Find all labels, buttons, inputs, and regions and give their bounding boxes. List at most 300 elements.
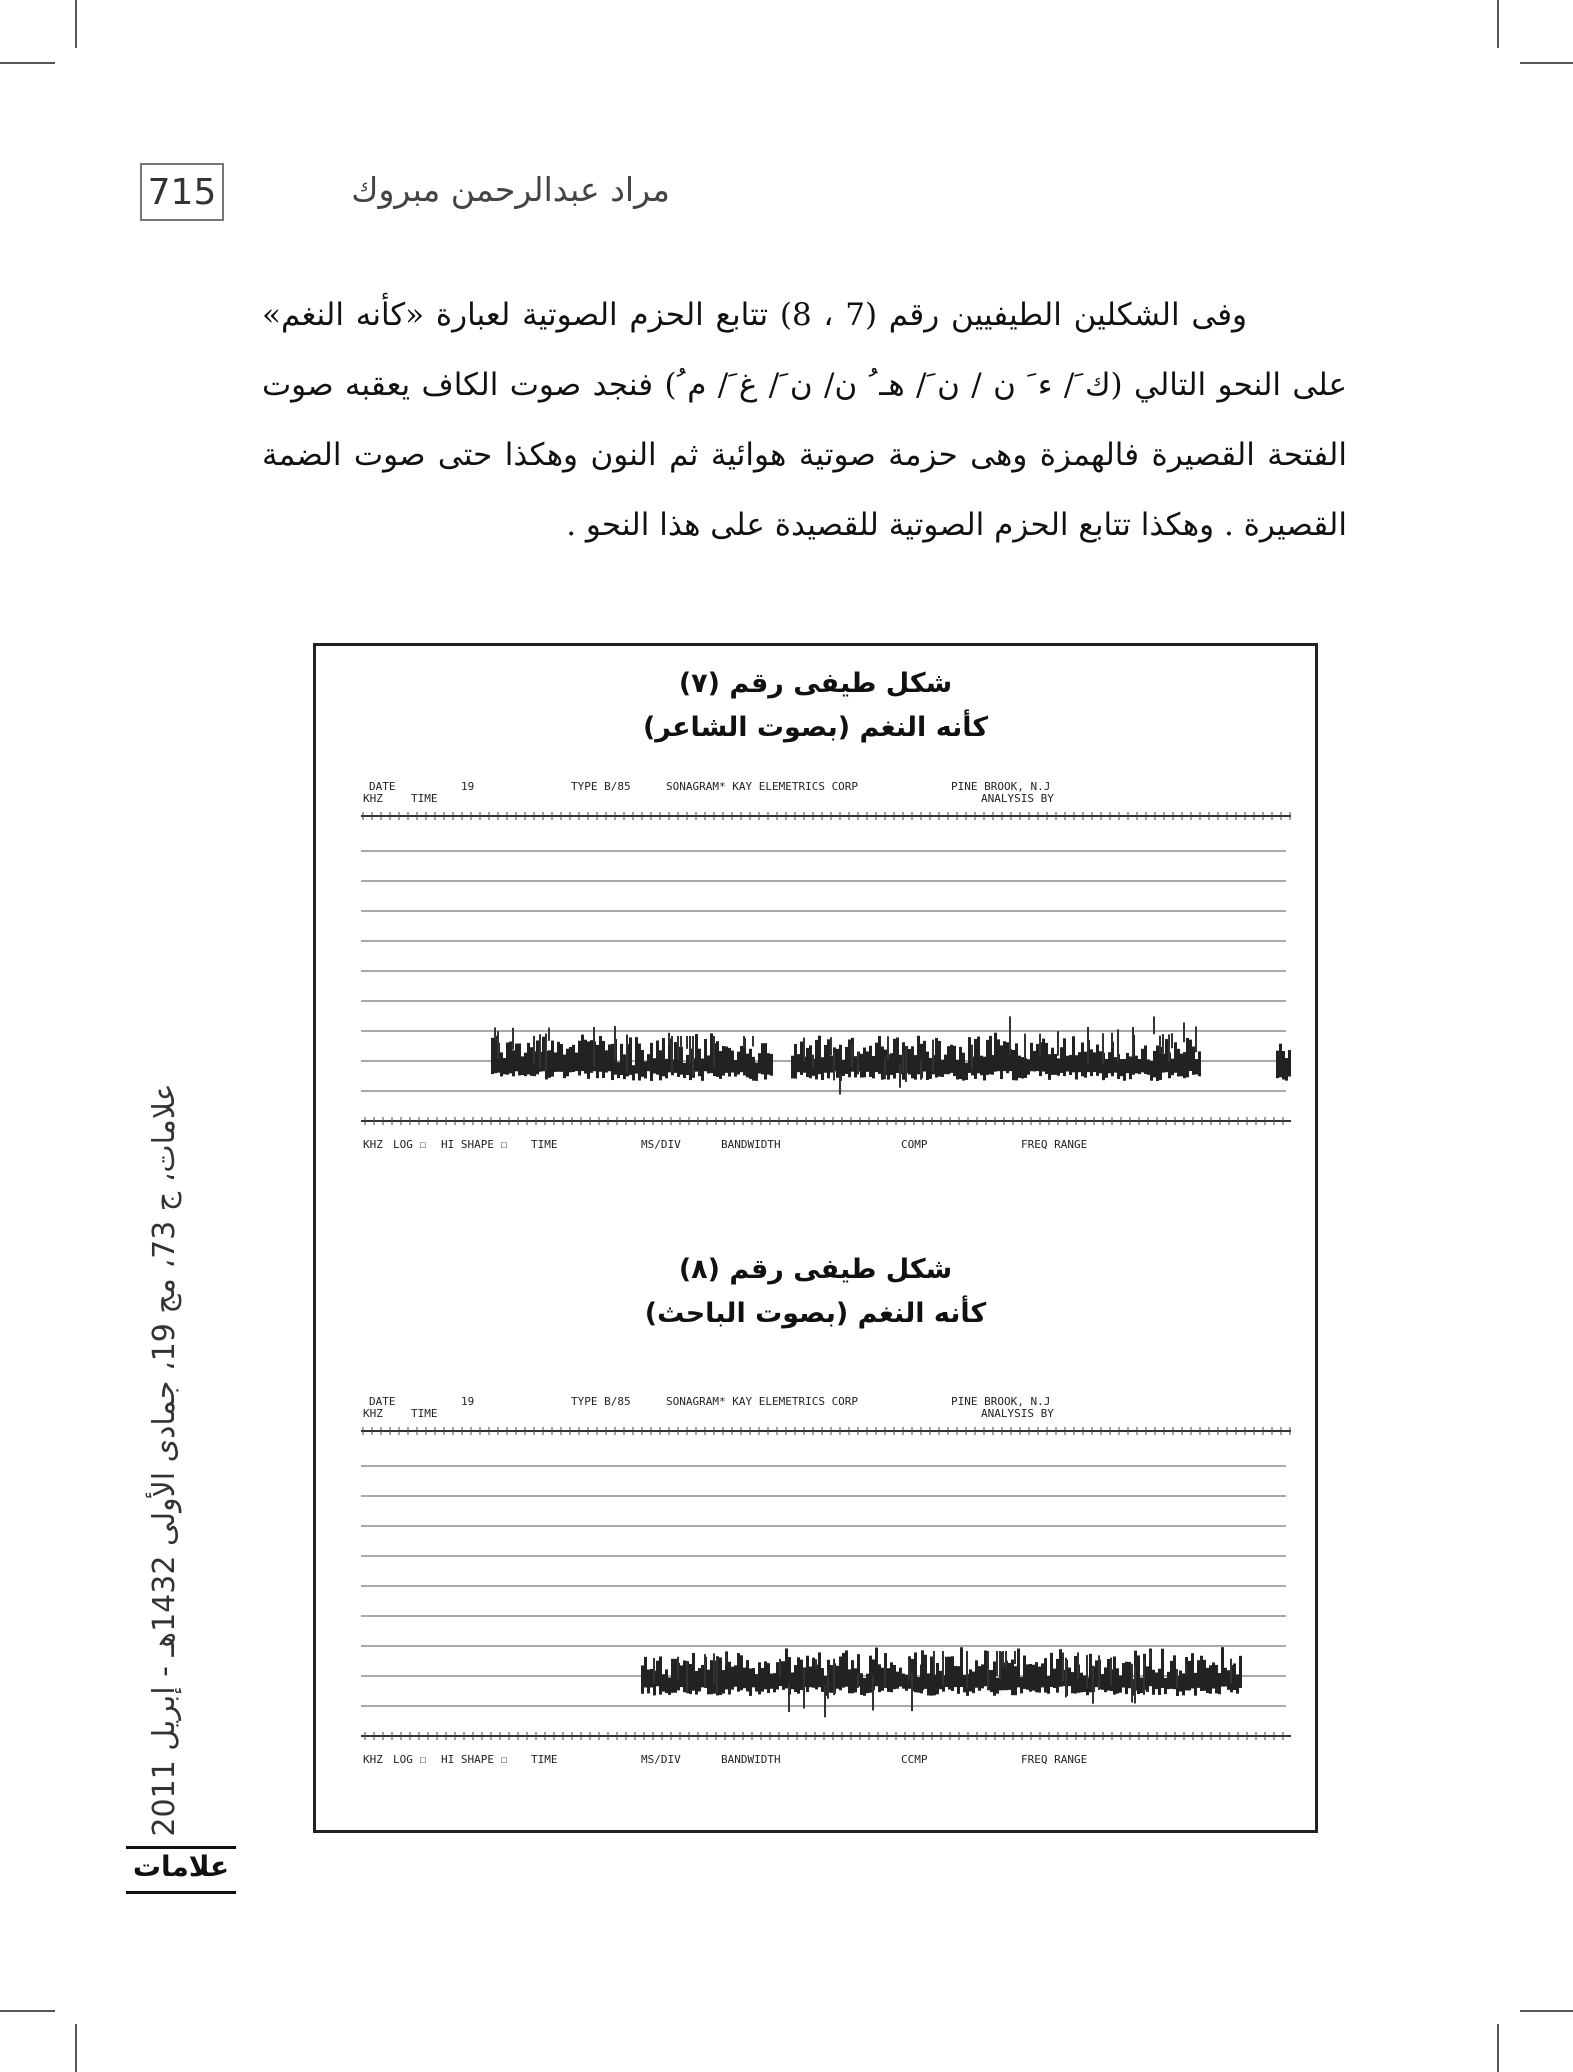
spectrogram-energy <box>1095 1660 1098 1687</box>
spectrogram-energy <box>821 1057 824 1080</box>
spectrogram-energy <box>1029 1664 1032 1692</box>
spectrogram-energy <box>1033 1051 1036 1072</box>
spectrogram-energy <box>1096 1045 1099 1076</box>
spectrogram-energy <box>812 1658 815 1688</box>
spectrogram-energy <box>1012 1050 1015 1080</box>
spectrogram-energy <box>996 1678 999 1694</box>
spectrogram-energy <box>548 1050 551 1078</box>
spectrogram-energy <box>719 1657 722 1695</box>
spectrogram-energy <box>518 1043 521 1075</box>
spectrogram-energy <box>707 1055 710 1073</box>
spectrogram-energy <box>713 1036 715 1067</box>
spectrogram-energy <box>803 1669 805 1708</box>
spectrogram-energy <box>698 1049 701 1077</box>
spectrogram-energy <box>842 1653 845 1688</box>
spectrogram-energy <box>1200 1656 1203 1691</box>
spectrogram-energy <box>659 1656 662 1694</box>
spectrogram-energy <box>957 1666 960 1694</box>
spectrogram-energy <box>896 1672 899 1689</box>
spectrogram-energy <box>1077 1652 1079 1678</box>
spectrogram-energy <box>872 1056 875 1078</box>
spectrogram-energy <box>999 1651 1001 1679</box>
spectrogram-energy <box>965 1063 968 1080</box>
spectrogram-energy <box>500 1052 503 1076</box>
spectrogram-energy <box>902 1053 904 1073</box>
spectrogram-energy <box>1045 1043 1048 1074</box>
spectrogram-energy <box>686 1661 688 1693</box>
spectrogram-energy <box>1036 1044 1039 1071</box>
spectrogram-energy <box>1057 1031 1059 1055</box>
spectrogram-energy <box>1215 1665 1218 1694</box>
spectrogram-energy <box>701 1058 704 1080</box>
crop-mark <box>1497 2024 1499 2072</box>
label-footer-time: TIME <box>531 1138 558 1151</box>
spectrogram-energy <box>1150 1061 1153 1081</box>
spectrogram-energy <box>1180 1054 1183 1077</box>
spectrogram-energy <box>1039 1034 1041 1057</box>
spectrogram-energy <box>951 1656 954 1691</box>
spectrogram-energy <box>1191 1653 1194 1688</box>
spectrogram-energy <box>854 1668 857 1692</box>
spectrogram-energy <box>1074 1656 1077 1694</box>
spectrogram-energy <box>1128 1662 1131 1688</box>
spectrogram-energy <box>1117 1029 1119 1061</box>
spectrogram-energy <box>548 1028 550 1041</box>
spectrogram-energy <box>653 1658 655 1684</box>
spectrogram-energy <box>869 1046 872 1077</box>
spectrogram-energy <box>1042 1039 1045 1072</box>
spectrogram-energy <box>984 1651 987 1687</box>
spectrogram-energy <box>800 1660 803 1690</box>
spectrogram-energy <box>635 1037 638 1073</box>
spectrogram-energy <box>716 1041 719 1077</box>
spectrogram-energy <box>914 1652 917 1692</box>
spectrogram-energy <box>1078 1052 1081 1072</box>
spectrogram-energy <box>596 1045 599 1078</box>
spectrogram-energy <box>1162 1034 1164 1053</box>
spectrogram-energy <box>933 1651 935 1676</box>
spectrogram-energy <box>806 1048 809 1077</box>
spectrogram-energy <box>1021 1057 1024 1078</box>
spectrogram-energy <box>689 1664 692 1694</box>
spectrogram-energy <box>1189 1040 1192 1071</box>
spectrogram-energy <box>752 1036 754 1046</box>
spectrogram-energy <box>512 1028 514 1050</box>
label-date: DATE <box>369 780 396 793</box>
spectrogram-energy <box>683 1660 686 1692</box>
spectrogram-energy <box>1206 1668 1209 1693</box>
label-freq-range: FREQ RANGE <box>1021 1753 1088 1766</box>
spectrogram-energy <box>1056 1659 1059 1693</box>
spectrogram-energy <box>770 1674 773 1689</box>
spectrogram-energy <box>668 1677 671 1694</box>
spectrogram-energy <box>1024 1034 1026 1059</box>
spectrogram-energy <box>927 1673 930 1695</box>
spectrogram-energy <box>1194 1673 1197 1696</box>
spectrogram-energy <box>851 1044 853 1067</box>
label-year: 19 <box>461 1395 475 1408</box>
label-brand: SONAGRAM* KAY ELEMETRICS CORP <box>666 780 859 793</box>
spectrogram-energy <box>1147 1059 1150 1074</box>
spectrogram-energy <box>707 1670 710 1695</box>
spectrogram-energy <box>1173 1655 1176 1689</box>
spectrogram-energy <box>1099 1051 1102 1073</box>
spectrogram-energy <box>1233 1663 1236 1690</box>
spectrogram-energy <box>704 1039 707 1071</box>
spectrogram-energy <box>569 1047 572 1072</box>
spectrogram-energy <box>614 1026 616 1061</box>
spectrogram-energy <box>536 1040 539 1074</box>
spectrogram-energy <box>1011 1660 1014 1696</box>
crop-mark <box>0 2010 55 2012</box>
spectrogram-energy <box>809 1667 812 1688</box>
spectrogram-energy <box>782 1661 785 1690</box>
spectrogram-energy <box>539 1034 541 1068</box>
spectrogram-energy <box>827 1670 829 1698</box>
spectrogram-energy <box>656 1041 659 1075</box>
spectrogram-energy <box>668 1033 670 1045</box>
spectrogram-energy <box>731 1667 734 1690</box>
spectrogram-energy <box>884 1057 886 1080</box>
spectrogram-energy <box>695 1671 698 1695</box>
spectrogram-energy <box>1177 1049 1180 1077</box>
spectrogram-energy <box>1024 1058 1027 1078</box>
label-date: DATE <box>369 1395 396 1408</box>
spectrogram-energy <box>839 1657 842 1691</box>
spectrogram-energy <box>936 1663 939 1694</box>
spectrogram-energy <box>509 1042 512 1074</box>
spectrogram-energy <box>908 1049 911 1075</box>
spectrogram-energy <box>932 1040 934 1072</box>
spectrogram-energy <box>617 1062 620 1078</box>
spectrogram-energy <box>692 1036 694 1075</box>
spectrogram-energy <box>1138 1059 1141 1074</box>
spectrogram-energy <box>978 1666 981 1691</box>
label-analysis: ANALYSIS BY <box>981 1407 1054 1420</box>
spectrogram-energy <box>1129 1056 1132 1079</box>
spectrogram-energy <box>860 1673 863 1695</box>
spectrogram-energy <box>1279 1044 1282 1078</box>
spectrogram-energy <box>722 1046 725 1076</box>
spectrogram-energy <box>1195 1059 1198 1074</box>
spectrogram-energy <box>854 1056 857 1077</box>
spectrogram-energy <box>878 1664 881 1692</box>
spectrogram-energy <box>1164 1678 1167 1694</box>
spectrogram-energy <box>725 1653 727 1664</box>
spectrogram-energy <box>1089 1654 1092 1693</box>
spectrogram-energy <box>972 1672 975 1694</box>
spectrogram-energy <box>974 1039 977 1079</box>
spectrogram-energy <box>899 1668 902 1687</box>
spectrogram-energy <box>1153 1016 1155 1034</box>
spectrogram-energy <box>719 1051 722 1079</box>
spectrogram-energy <box>1167 1672 1170 1689</box>
spectrogram-energy <box>830 1056 833 1073</box>
spectrogram-energy <box>584 1040 587 1074</box>
spectrogram-energy <box>920 1061 922 1080</box>
spectrogram-energy <box>680 1036 682 1048</box>
figure-7-title: شكل طيفى رقم (٧) <box>678 668 953 699</box>
spectrogram-energy <box>638 1044 641 1081</box>
spectrogram-energy <box>581 1035 584 1071</box>
spectrogram-energy <box>917 1036 920 1075</box>
spectrogram-energy <box>1132 1027 1134 1057</box>
spectrogram-energy <box>1162 1054 1165 1073</box>
spectrogram-energy <box>896 1038 899 1074</box>
spectrogram-energy <box>987 1651 989 1689</box>
label-brand: SONAGRAM* KAY ELEMETRICS CORP <box>666 1395 859 1408</box>
spectrogram-energy <box>884 1666 886 1687</box>
running-head-author: مراد عبدالرحمن مبروك <box>351 170 670 209</box>
spectrogram-energy <box>833 1659 835 1695</box>
spectrogram-energy <box>824 1045 827 1073</box>
spectrogram-energy <box>533 1036 535 1065</box>
crop-mark <box>0 62 55 64</box>
spectrogram-energy <box>692 1653 695 1691</box>
spectrogram-energy <box>1090 1049 1093 1076</box>
label-place: PINE BROOK, N.J <box>951 1395 1051 1408</box>
spectrogram-energy <box>587 1041 590 1078</box>
spectrogram-energy <box>875 1043 878 1072</box>
spectrogram-energy <box>608 1044 611 1071</box>
spectrogram-energy <box>914 1055 917 1080</box>
spectrogram-energy <box>647 1054 650 1071</box>
spectrogram-energy <box>1239 1656 1242 1688</box>
spectrogram-energy <box>1122 1663 1125 1688</box>
spectrogram-energy <box>890 1053 893 1075</box>
spectrogram-energy <box>1183 1022 1185 1042</box>
spectrogram-energy <box>611 1044 614 1080</box>
spectrogram-energy <box>911 1046 914 1078</box>
spectrogram-energy <box>905 1046 907 1082</box>
spectrogram-energy <box>671 1036 673 1071</box>
spectrogram-energy <box>887 1036 889 1060</box>
spectrogram-energy <box>830 1665 833 1693</box>
spectrogram-energy <box>755 1674 758 1691</box>
spectrogram-energy <box>980 1056 983 1076</box>
spectrogram-energy <box>1113 1656 1116 1694</box>
spectrogram-energy <box>818 1036 821 1074</box>
spectrogram-energy <box>1203 1660 1206 1691</box>
spectrogram-energy <box>1285 1058 1288 1081</box>
spectrogram-energy <box>1174 1042 1177 1072</box>
spectrogram-energy <box>1008 1663 1011 1690</box>
spectrogram-8 <box>341 1391 1296 1791</box>
label-log: LOG ☐ <box>393 1138 427 1151</box>
page-number: 715 <box>140 163 224 221</box>
body-paragraph: وفى الشكلين الطيفيين رقم (7 ، 8) تتابع الحزم الصوتية لعبارة «كأنه النغم» على النحو التالي (ك َ/ ء َ ن / ن َ/ هـ ُ ن/ ن َ/ غ َ/ م ُ) فنجد صوت الكاف يعقبه صوت الفتحة القصيرة فالهمزة وهى حزمة صوتية هوائية ثم النون وهكذا حتى صوت الضمة القصيرة . وهكذا تتابع الحزم الصوتية للقصيدة على هذا النحو . <box>262 297 1347 543</box>
spectrogram-energy <box>905 1675 908 1691</box>
spectrogram-energy <box>1098 1655 1100 1690</box>
spectrogram-energy <box>554 1052 557 1071</box>
spectrogram-energy <box>869 1656 872 1693</box>
spectrogram-energy <box>1069 1055 1072 1075</box>
journal-logo: علامات <box>126 1846 236 1894</box>
label-footer-khz: KHZ <box>363 1753 383 1766</box>
spectrogram-energy <box>659 1050 662 1080</box>
spectrogram-energy <box>737 1052 740 1075</box>
spectrogram-energy <box>752 1668 755 1687</box>
spectrogram-energy <box>1230 1659 1232 1684</box>
spectrogram-energy <box>893 1039 896 1079</box>
spectrogram-energy <box>1159 1036 1161 1054</box>
spectrogram-energy <box>524 1053 527 1076</box>
spectrogram-energy <box>1027 1059 1030 1074</box>
spectrogram-energy <box>1032 1665 1035 1691</box>
spectrogram-energy <box>1183 1052 1186 1078</box>
spectrogram-energy <box>1141 1049 1144 1073</box>
spectrogram-energy <box>1179 1671 1182 1692</box>
label-bandwidth: BANDWIDTH <box>721 1753 781 1766</box>
spectrogram-energy <box>924 1655 927 1689</box>
spectrogram-energy <box>1048 1054 1051 1080</box>
spectrogram-energy <box>930 1656 933 1695</box>
spectrogram-energy <box>734 1665 737 1686</box>
body-text <box>262 280 1347 560</box>
spectrogram-energy <box>776 1662 779 1689</box>
spectrogram-energy <box>887 1668 890 1692</box>
spectrogram-energy <box>875 1648 878 1687</box>
spectrogram-energy <box>641 1665 644 1693</box>
spectrogram-energy <box>1134 1666 1136 1703</box>
spectrogram-energy <box>1086 1655 1088 1687</box>
spectrogram-energy <box>779 1659 781 1678</box>
spectrogram-energy <box>950 1045 953 1073</box>
spectrogram-energy <box>945 1657 948 1687</box>
spectrogram-energy <box>1083 1675 1086 1692</box>
spectrogram-energy <box>767 1663 770 1693</box>
spectrogram-energy <box>1126 1053 1129 1073</box>
spectrogram-energy <box>590 1040 593 1073</box>
spectrogram-energy <box>686 1036 688 1049</box>
spectrogram-energy <box>1221 1647 1224 1686</box>
spectrogram-energy <box>1276 1051 1279 1078</box>
spectrogram-energy <box>728 1662 731 1695</box>
spectrogram-energy <box>963 1675 966 1693</box>
spectrogram-energy <box>851 1660 854 1693</box>
spectrogram-energy <box>1197 1660 1200 1688</box>
journal-citation: علامات، ج 73، مج 19، جمادى الأولى 1432هـ - إبريل 2011 <box>147 1083 182 1837</box>
spectrogram-energy <box>653 1058 656 1073</box>
spectrogram-energy <box>990 1670 993 1692</box>
spectrogram-energy <box>1053 1669 1056 1688</box>
spectrogram-energy <box>674 1659 677 1693</box>
label-ms-div: MS/DIV <box>641 1753 681 1766</box>
spectrogram-energy <box>551 1041 554 1077</box>
spectrogram-energy <box>1125 1662 1128 1694</box>
spectrogram-energy <box>845 1650 848 1686</box>
spectrogram-energy <box>1071 1672 1074 1693</box>
spectrogram-energy <box>1146 1666 1149 1692</box>
label-year: 19 <box>461 780 475 793</box>
spectrogram-energy <box>1195 1027 1197 1053</box>
spectrogram-energy <box>929 1058 932 1079</box>
spectrogram-energy <box>938 1041 941 1077</box>
spectrogram-energy <box>908 1660 910 1681</box>
figure-8-title: شكل طيفى رقم (٨) <box>678 1254 953 1285</box>
spectrogram-energy <box>800 1042 803 1075</box>
spectrogram-energy <box>809 1045 812 1078</box>
spectrogram-energy <box>1066 1056 1069 1072</box>
spectrogram-energy <box>674 1042 677 1073</box>
spectrogram-energy <box>701 1665 704 1687</box>
spectrogram-energy <box>997 1039 1000 1071</box>
spectrogram-energy <box>1084 1052 1087 1078</box>
spectrogram-energy <box>722 1670 725 1694</box>
spectrogram-energy <box>830 1037 832 1055</box>
spectrogram-energy <box>926 1052 929 1080</box>
spectrogram-energy <box>716 1658 718 1692</box>
spectrogram-energy <box>797 1054 800 1072</box>
spectrogram-energy <box>1060 1047 1063 1073</box>
spectrogram-energy <box>953 1046 956 1076</box>
spectrogram-energy <box>629 1037 632 1075</box>
spectrogram-energy <box>602 1041 605 1078</box>
spectrogram-energy <box>560 1044 563 1072</box>
spectrogram-energy <box>605 1050 608 1072</box>
spectrogram-energy <box>665 1669 668 1693</box>
spectrogram-energy <box>981 1664 984 1688</box>
spectrogram-energy <box>530 1047 533 1076</box>
spectrogram-energy <box>959 1047 962 1079</box>
spectrogram-energy <box>836 1666 839 1689</box>
spectrogram-energy <box>542 1037 545 1072</box>
spectrogram-energy <box>491 1038 494 1074</box>
spectrogram-energy <box>996 1651 998 1676</box>
spectrogram-energy <box>818 1652 821 1687</box>
spectrogram-energy <box>983 1057 986 1081</box>
spectrogram-energy <box>503 1058 506 1074</box>
crop-mark <box>1497 0 1499 48</box>
label-comp: COMP <box>901 1138 928 1151</box>
spectrogram-energy <box>848 1669 851 1693</box>
spectrogram-energy <box>839 1074 841 1095</box>
spectrogram-energy <box>1102 1033 1104 1064</box>
spectrogram-energy <box>1192 1047 1195 1075</box>
spectrogram-energy <box>836 1049 839 1078</box>
spectrogram-energy <box>821 1668 824 1692</box>
spectrogram-energy <box>794 1665 797 1692</box>
spectrogram-energy <box>788 1682 790 1711</box>
spectrogram-energy <box>1123 1059 1126 1081</box>
spectrogram-energy <box>1110 1658 1112 1687</box>
spectrogram-energy <box>824 1686 826 1717</box>
spectrogram-energy <box>1080 1673 1083 1693</box>
label-freq-range: FREQ RANGE <box>1021 1138 1088 1151</box>
spectrogram-energy <box>1035 1662 1038 1692</box>
spectrogram-energy <box>923 1041 926 1072</box>
spectrogram-energy <box>764 1043 767 1079</box>
label-hi-shape: HI SHAPE ☐ <box>441 1753 508 1766</box>
spectrogram-energy <box>833 1053 835 1080</box>
spectrogram-energy <box>1155 1673 1158 1690</box>
spectrogram-energy <box>527 1043 530 1075</box>
label-hi-shape: HI SHAPE ☐ <box>441 1138 508 1151</box>
spectrogram-energy <box>761 1668 764 1692</box>
spectrogram-energy <box>860 1054 863 1078</box>
spectrogram-energy <box>743 1668 746 1689</box>
label-ms-div: MS/DIV <box>641 1138 681 1151</box>
spectrogram-energy <box>665 1059 668 1078</box>
spectrogram-energy <box>991 1055 994 1075</box>
spectrogram-energy <box>1087 1027 1089 1064</box>
spectrogram-energy <box>881 1668 884 1691</box>
spectrogram-energy <box>623 1054 626 1079</box>
spectrogram-energy <box>1107 1659 1110 1691</box>
spectrogram-energy <box>1282 1051 1285 1079</box>
spectrogram-energy <box>1153 1051 1156 1077</box>
spectrogram-energy <box>1005 1651 1007 1669</box>
